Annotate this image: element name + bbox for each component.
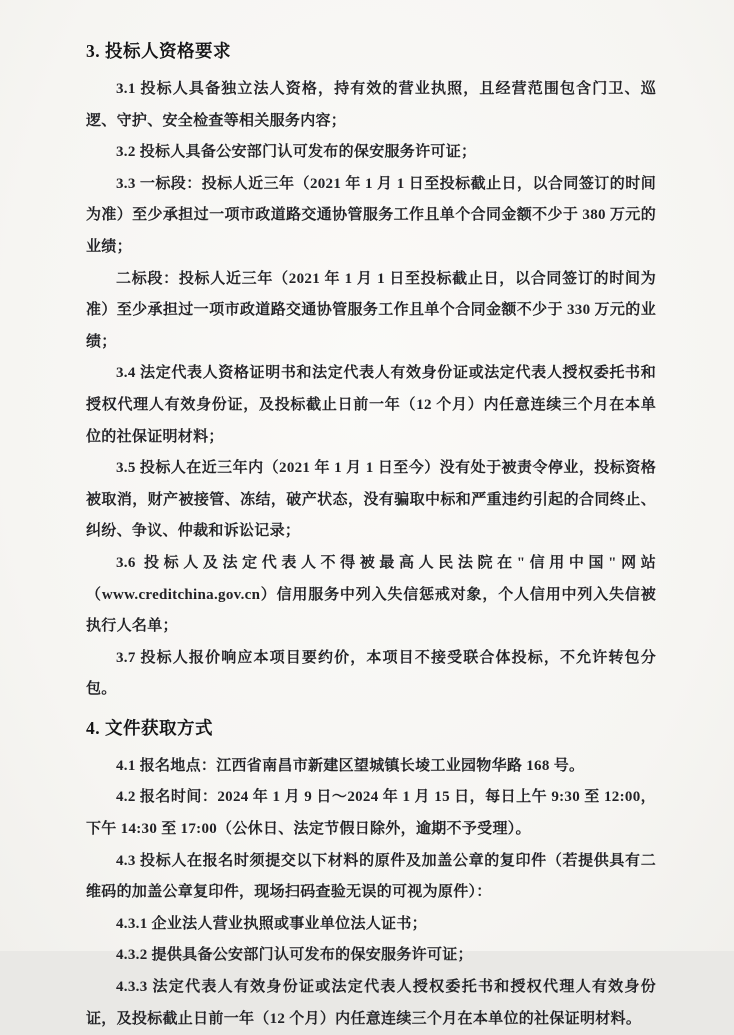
clause-4-1: 4.1 报名地点：江西省南昌市新建区望城镇长堎工业园物华路 168 号。 [116, 757, 585, 774]
clause-3-7: 3.7 投标人报价响应本项目要约价，本项目不接受联合体投标，不允许转包分包。 [86, 649, 656, 698]
clause-3-6: 3.6 投标人及法定代表人不得被最高人民法院在"信用中国"网站（www.creditchina.gov.cn）信用服务中列入失信惩戒对象，个人信用中列入失信被执行人名单； [86, 554, 656, 635]
clause-4-3: 4.3 投标人在报名时须提交以下材料的原件及加盖公章的复印件（若提供具有二维码的加盖公章复印件，现场扫码查验无误的可视为原件）： [86, 852, 656, 901]
clause-3-3-lot1: 3.3 一标段：投标人近三年（2021 年 1 月 1 日至投标截止日，以合同签订的时间为准）至少承担过一项市政道路交通协管服务工作且单个合同金额不少于 380 万元的业绩； [86, 175, 656, 255]
clause-3-3-lot2: 二标段：投标人近三年（2021 年 1 月 1 日至投标截止日，以合同签订的时间为准）至少承担过一项市政道路交通协管服务工作且单个合同金额不少于 330 万元的业绩； [86, 270, 656, 350]
clause-4-3-3: 4.3.3 法定代表人有效身份证或法定代表人授权委托书和授权代理人有效身份证，及投标截止日前一年（12 个月）内任意连续三个月在本单位的社保证明材料。 [86, 979, 656, 1027]
clause-4-3-1: 4.3.1 企业法人营业执照或事业单位法人证书； [116, 915, 427, 932]
clause-3-1: 3.1 投标人具备独立法人资格，持有效的营业执照，且经营范围包含门卫、巡逻、守护、安全检查等相关服务内容； [86, 81, 656, 129]
clause-3-5: 3.5 投标人在近三年内（2021 年 1 月 1 日至今）没有处于被责令停业，投标资格被取消，财产被接管、冻结，破产状态，没有骗取中标和严重违约引起的合同终止、纠纷、争议、仲裁和诉讼记录； [86, 460, 656, 540]
section-document-acquisition [86, 715, 656, 1035]
clause-4-2: 4.2 报名时间：2024 年 1 月 9 日～2024 年 1 月 15 日，每日上午 9:30 至 12:00，下午 14:30 至 17:00（公休日、法定节假日除外，逾期不予受理）。 [86, 789, 656, 838]
clause-3-2: 3.2 投标人具备公安部门认可发布的保安服务许可证； [116, 144, 477, 161]
section-bidder-qualification [86, 38, 656, 706]
clause-3-4: 3.4 法定代表人资格证明书和法定代表人有效身份证或法定代表人授权委托书和授权代理人有效身份证，及投标截止日前一年（12 个月）内任意连续三个月在本单位的社保证明材料； [86, 365, 656, 445]
section-heading-qualification: 3. 投标人资格要求 [86, 41, 231, 61]
clause-4-3-2: 4.3.2 提供具备公安部门认可发布的保安服务许可证； [116, 947, 473, 964]
section-heading-acquisition: 4. 文件获取方式 [86, 717, 213, 738]
